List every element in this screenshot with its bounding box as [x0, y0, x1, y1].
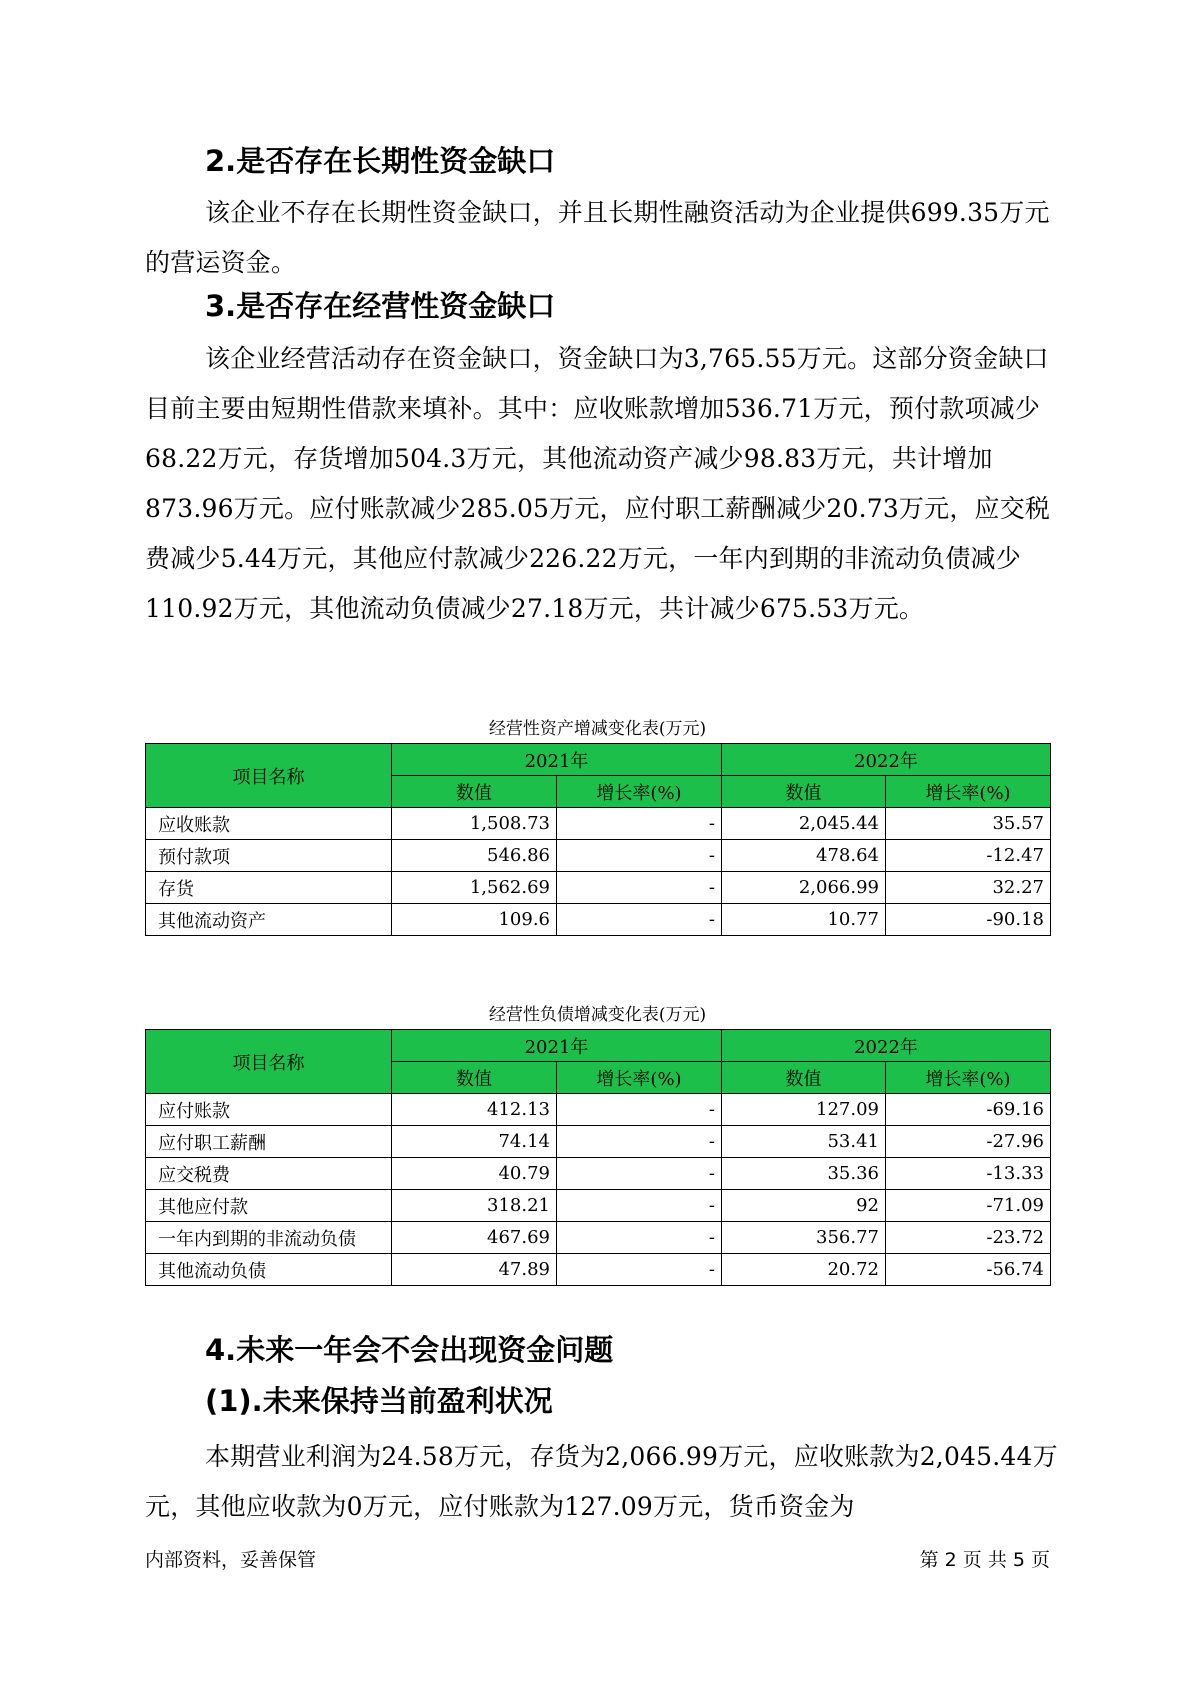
value-2021: 1,508.73	[392, 808, 557, 840]
value-2021: 318.21	[392, 1190, 557, 1222]
value-2021: 546.86	[392, 840, 557, 872]
row-name: 其他流动负债	[146, 1254, 392, 1286]
section-2-paragraph: 该企业不存在长期性资金缺口，并且长期性融资活动为企业提供699.35万元的营运资金。	[145, 198, 1050, 277]
table-row	[146, 904, 1051, 936]
section-3-paragraph: 该企业经营活动存在资金缺口，资金缺口为3,765.55万元。这部分资金缺口目前主要由短期性借款来填补。其中：应收账款增加536.71万元，预付款项减少68.22万元，存货增加504.3万元，其他流动资产减少98.83万元，共计增加873.96万元。应付账款减少285.05万元，应付职工薪酬减少20.73万元，应交税费减少5.44万元，其他应付款减少226.22万元，一年内到期的非流动负债减少110.92万元，其他流动负债减少27.18万元，共计减少675.53万元。	[145, 344, 1051, 623]
header-year-2022: 2022年	[722, 1030, 1051, 1062]
header-value-2021: 数值	[392, 1062, 557, 1094]
rate-2022: -27.96	[886, 1126, 1051, 1158]
header-rate-2021: 增长率(%)	[557, 776, 722, 808]
header-value-2022: 数值	[722, 1062, 886, 1094]
value-2021: 47.89	[392, 1254, 557, 1286]
value-2021: 74.14	[392, 1126, 557, 1158]
rate-2021: -	[557, 1222, 722, 1254]
section-4-paragraph: 本期营业利润为24.58万元，存货为2,066.99万元，应收账款为2,045.44万元，其他应收款为0万元，应付账款为127.09万元，货币资金为	[145, 1442, 1058, 1521]
table-row	[146, 808, 1051, 840]
header-year-2022: 2022年	[722, 744, 1051, 776]
value-2021: 1,562.69	[392, 872, 557, 904]
rate-2021: -	[557, 872, 722, 904]
footer-page-number: 第 2 页 共 5 页	[919, 1549, 1050, 1571]
section-2-heading: 2.是否存在长期性资金缺口	[205, 144, 556, 178]
assets-change-table	[145, 743, 1051, 936]
rate-2022: -71.09	[886, 1190, 1051, 1222]
value-2022: 10.77	[722, 904, 886, 936]
header-rate-2022: 增长率(%)	[886, 1062, 1051, 1094]
liabilities-change-table	[145, 1029, 1051, 1286]
header-item-name: 项目名称	[146, 744, 392, 808]
table-header-row	[146, 744, 1051, 776]
header-rate-2021: 增长率(%)	[557, 1062, 722, 1094]
header-item-name: 项目名称	[146, 1030, 392, 1094]
table-header-row	[146, 1030, 1051, 1062]
table-row	[146, 1254, 1051, 1286]
section-3-heading: 3.是否存在经营性资金缺口	[205, 289, 556, 323]
assets-table-caption: 经营性资产增减变化表(万元)	[488, 719, 707, 739]
row-name: 应付账款	[146, 1094, 392, 1126]
value-2022: 478.64	[722, 840, 886, 872]
table-row	[146, 1158, 1051, 1190]
rate-2021: -	[557, 808, 722, 840]
rate-2021: -	[557, 1190, 722, 1222]
table-row	[146, 1190, 1051, 1222]
header-year-2021: 2021年	[392, 744, 722, 776]
table-row	[146, 872, 1051, 904]
rate-2022: -56.74	[886, 1254, 1051, 1286]
value-2022: 2,066.99	[722, 872, 886, 904]
value-2022: 92	[722, 1190, 886, 1222]
value-2021: 412.13	[392, 1094, 557, 1126]
header-year-2021: 2021年	[392, 1030, 722, 1062]
rate-2021: -	[557, 840, 722, 872]
header-value-2021: 数值	[392, 776, 557, 808]
rate-2022: -13.33	[886, 1158, 1051, 1190]
row-name: 存货	[146, 872, 392, 904]
rate-2022: -90.18	[886, 904, 1051, 936]
row-name: 其他流动资产	[146, 904, 392, 936]
rate-2021: -	[557, 1126, 722, 1158]
value-2021: 467.69	[392, 1222, 557, 1254]
rate-2022: -23.72	[886, 1222, 1051, 1254]
row-name: 应交税费	[146, 1158, 392, 1190]
rate-2021: -	[557, 1158, 722, 1190]
value-2022: 20.72	[722, 1254, 886, 1286]
value-2022: 2,045.44	[722, 808, 886, 840]
row-name: 应付职工薪酬	[146, 1126, 392, 1158]
rate-2021: -	[557, 904, 722, 936]
row-name: 其他应付款	[146, 1190, 392, 1222]
table-row	[146, 1222, 1051, 1254]
value-2021: 109.6	[392, 904, 557, 936]
rate-2022: -12.47	[886, 840, 1051, 872]
row-name: 一年内到期的非流动负债	[146, 1222, 392, 1254]
rate-2022: 32.27	[886, 872, 1051, 904]
rate-2021: -	[557, 1254, 722, 1286]
value-2022: 127.09	[722, 1094, 886, 1126]
header-value-2022: 数值	[722, 776, 886, 808]
rate-2021: -	[557, 1094, 722, 1126]
table-row	[146, 1094, 1051, 1126]
value-2021: 40.79	[392, 1158, 557, 1190]
footer-confidential-note: 内部资料，妥善保管	[145, 1549, 317, 1571]
value-2022: 35.36	[722, 1158, 886, 1190]
row-name: 预付款项	[146, 840, 392, 872]
table-row	[146, 840, 1051, 872]
rate-2022: 35.57	[886, 808, 1051, 840]
section-4-subheading: (1).未来保持当前盈利状况	[205, 1384, 553, 1418]
value-2022: 356.77	[722, 1222, 886, 1254]
value-2022: 53.41	[722, 1126, 886, 1158]
table-row	[146, 1126, 1051, 1158]
rate-2022: -69.16	[886, 1094, 1051, 1126]
liabilities-table-caption: 经营性负债增减变化表(万元)	[488, 1005, 707, 1025]
row-name: 应收账款	[146, 808, 392, 840]
header-rate-2022: 增长率(%)	[886, 776, 1051, 808]
section-4-heading: 4.未来一年会不会出现资金问题	[205, 1333, 614, 1367]
